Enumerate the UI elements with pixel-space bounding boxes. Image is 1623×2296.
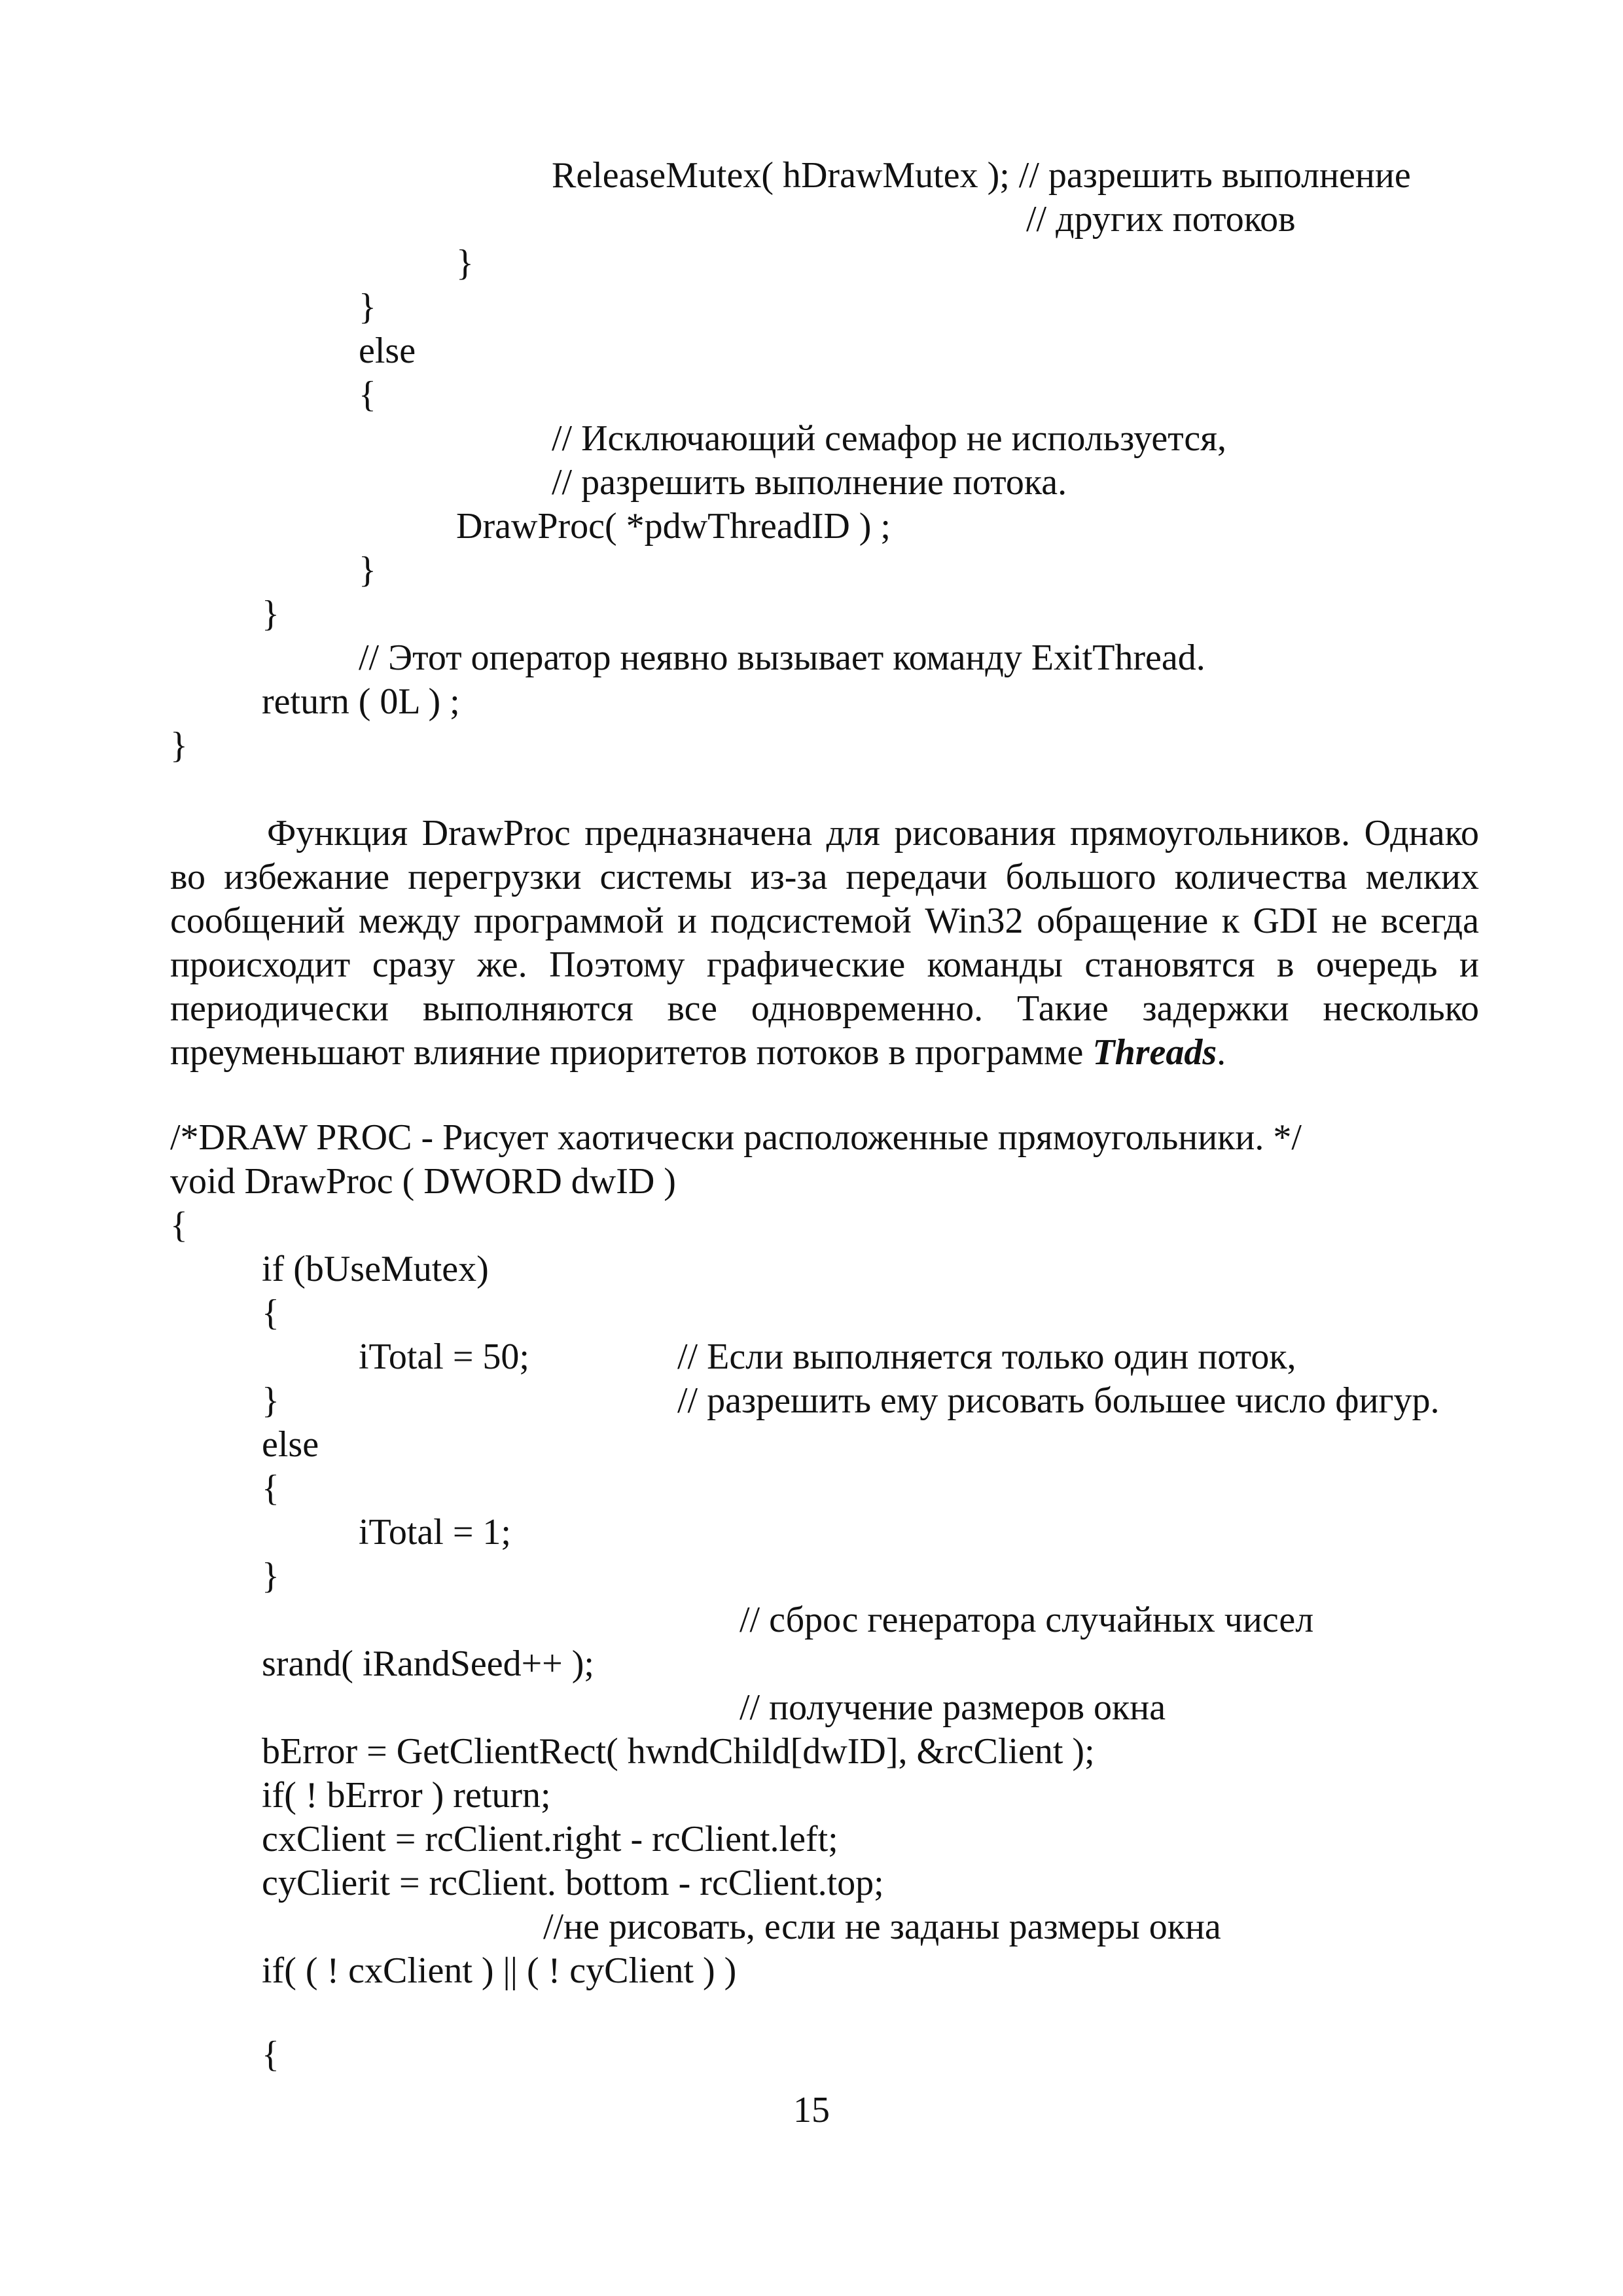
code-comment: // сброс генератора случайных чисел: [740, 1600, 1314, 1640]
code-line: return ( 0L ) ;: [262, 681, 460, 722]
paragraph-text: Функция DrawProc предназначена для рисования прямоугольников. Однако во избежание перегрузки системы из-за передачи большого количества мелких сообщений между программой и подсистемой Win32 обращение к GDI не всегда происходит сразу же. Поэтому графические команды становятся в очередь и периодически выполняются все одновременно. Такие задержки несколько преуменьшают влияние приоритетов потоков в программе: [170, 813, 1479, 1073]
code-line: ReleaseMutex( hDrawMutex ); // разрешить выполнение: [552, 155, 1411, 196]
code-line: cyClierit = rcClient. bottom - rcClient.top;: [262, 1863, 884, 1903]
code-line: if( ( ! cxClient ) || ( ! cyClient ) ): [262, 1950, 737, 1991]
code-line: {: [262, 1293, 279, 1333]
code-line: bError = GetClientRect( hwndChild[dwID], &rcClient );: [262, 1731, 1095, 1772]
code-line: DrawProc( *pdwThreadID ) ;: [456, 506, 891, 547]
code-line: }: [262, 594, 279, 634]
code-line: if( ! bError ) return;: [262, 1775, 551, 1816]
code-line: cxClient = rcClient.right - rcClient.left;: [262, 1819, 838, 1859]
code-line: srand( iRandSeed++ );: [262, 1643, 594, 1684]
code-line: void DrawProc ( DWORD dwID ): [170, 1161, 676, 1202]
code-comment: // получение размеров окна: [740, 1687, 1166, 1728]
code-line: else: [359, 331, 416, 371]
code-line: // разрешить выполнение потока.: [552, 462, 1067, 503]
code-line: /*DRAW PROC - Рисует хаотически расположенные прямоугольники. */: [170, 1117, 1302, 1158]
code-line: }: [170, 725, 188, 766]
code-line: }: [262, 1380, 279, 1421]
code-line: iTotal = 1;: [359, 1512, 511, 1552]
code-line: // Исключающий семафор не используется,: [552, 418, 1226, 459]
code-line: // Этот оператор неявно вызывает команду ExitThread.: [359, 637, 1205, 678]
code-line: {: [359, 374, 376, 415]
code-line: {: [262, 2034, 279, 2075]
code-comment: // разрешить ему рисовать большее число фигур.: [677, 1380, 1440, 1421]
code-line: // других потоков: [1026, 199, 1296, 240]
code-comment: //не рисовать, если не заданы размеры окна: [543, 1907, 1221, 1947]
code-line: {: [170, 1205, 188, 1246]
body-paragraph: [170, 812, 1479, 1075]
paragraph-emphasis: Threads: [1092, 1032, 1217, 1073]
page-number: 15: [793, 2090, 830, 2130]
code-line: }: [262, 1556, 279, 1596]
code-line: iTotal = 50;: [359, 1336, 529, 1377]
code-line: if (bUseMutex): [262, 1249, 489, 1289]
code-line: }: [359, 550, 376, 590]
code-line: {: [262, 1468, 279, 1509]
code-comment: // Если выполняется только один поток,: [677, 1336, 1296, 1377]
code-line: else: [262, 1424, 319, 1465]
code-line: }: [456, 243, 474, 283]
paragraph-text-end: .: [1217, 1032, 1226, 1073]
code-line: }: [359, 287, 376, 327]
